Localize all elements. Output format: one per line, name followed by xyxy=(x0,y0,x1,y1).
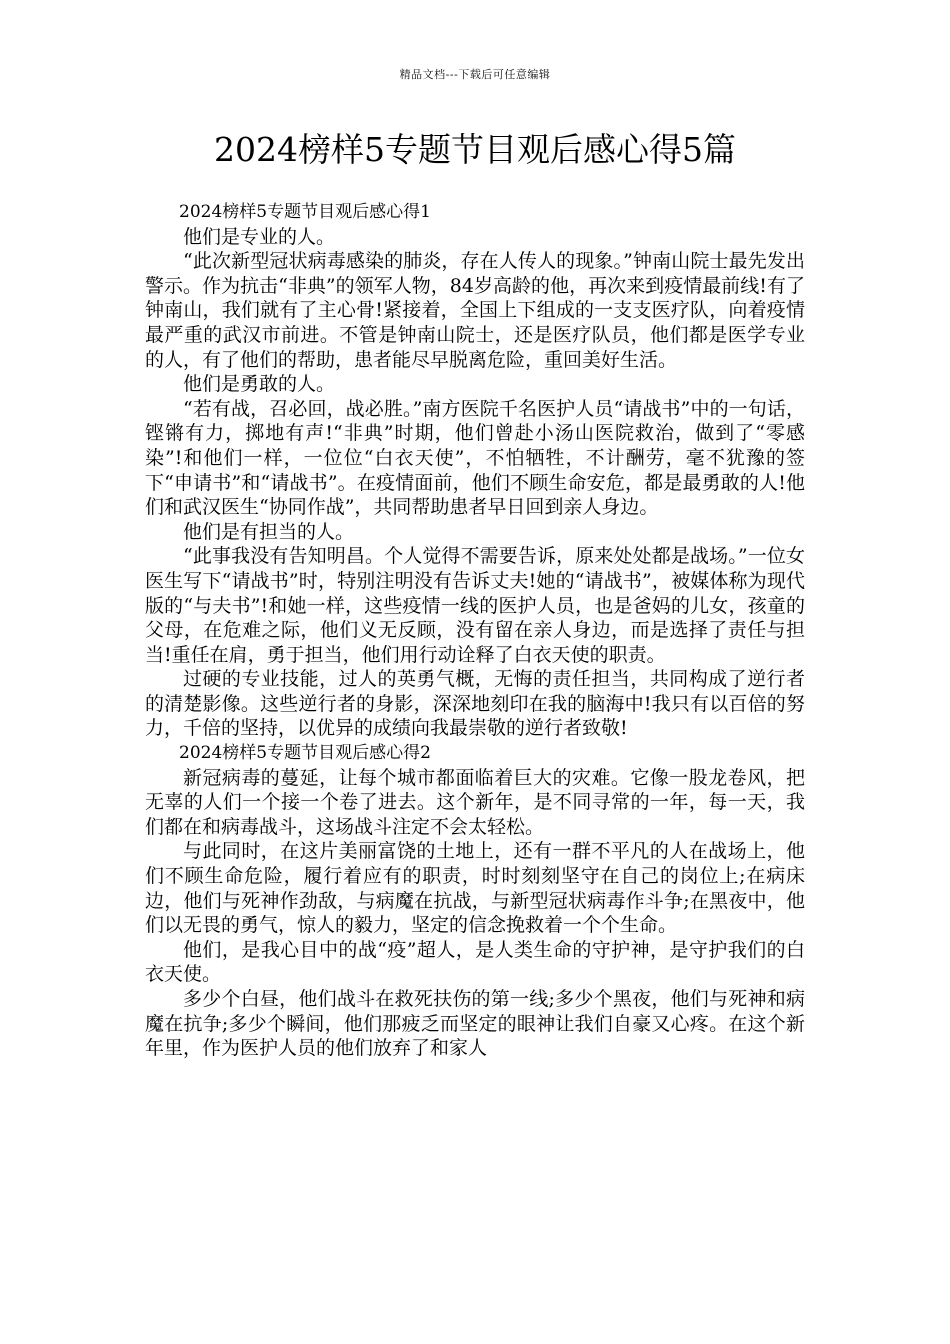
paragraph: “若有战，召必回，战必胜。”南方医院千名医护人员“请战书”中的一句话，铿锵有力，掷地有声!“非典”时期，他们曾赴小汤山医院救治，做到了“零感染”!和他们一样，一位位“白衣天使”，不怕牺牲，不计酬劳，毫不犹豫的签下“申请书”和“请战书”。在疫情面前，他们不顾生命安危，都是最勇敢的人!他们和武汉医生“协同作战”，共同帮助患者早日回到亲人身边。 xyxy=(145,397,805,519)
paragraph: “此事我没有告知明昌。个人觉得不需要告诉，原来处处都是战场。”一位女医生写下“请战书”时，特别注明没有告诉丈夫!她的“请战书”，被媒体称为现代版的“与夫书”!和她一样，这些疫情一线的医护人员，也是爸妈的儿女，孩童的父母，在危难之际，他们义无反顾，没有留在亲人身边，而是选择了责任与担当!重任在肩，勇于担当，他们用行动诠释了白衣天使的职责。 xyxy=(145,545,805,666)
paragraph: 他们是勇敢的人。 xyxy=(183,373,336,396)
section-heading: 2024榜样5专题节目观后感心得1 xyxy=(179,202,431,222)
document-body xyxy=(145,200,805,1061)
paragraph: 多少个白昼，他们战斗在救死扶伤的第一线;多少个黑夜，他们与死神和病魔在抗争;多少个瞬间，他们那疲乏而坚定的眼神让我们自豪又心疼。在这个新年里，作为医护人员的他们放弃了和家人 xyxy=(145,988,805,1060)
paragraph: “此次新型冠状病毒感染的肺炎，存在人传人的现象。”钟南山院士最先发出警示。作为抗击“非典”的领军人物，84岁高龄的他，再次来到疫情最前线!有了钟南山，我们就有了主心骨!紧接着，全国上下组成的一支支医疗队，向着疫情最严重的武汉市前进。不管是钟南山院士，还是医疗队员，他们都是医学专业的人，有了他们的帮助，患者能尽早脱离危险，重回美好生活。 xyxy=(145,250,805,371)
paragraph: 他们是有担当的人。 xyxy=(183,520,355,543)
paragraph: 过硬的专业技能，过人的英勇气概，无悔的责任担当，共同构成了逆行者的清楚影像。这些逆行者的身影，深深地刻印在我的脑海中!我只有以百倍的努力，千倍的坚持，以优异的成绩向我最崇敬的逆行者致敬! xyxy=(145,668,805,740)
document-title: 2024榜样5专题节目观后感心得5篇 xyxy=(214,130,736,169)
section-heading: 2024榜样5专题节目观后感心得2 xyxy=(179,743,431,764)
paragraph: 他们是专业的人。 xyxy=(183,225,336,248)
paragraph: 与此同时，在这片美丽富饶的土地上，还有一群不平凡的人在战场上，他们不顾生命危险，履行着应有的职责，时时刻刻坚守在自己的岗位上;在病床边，他们与死神作劲敌，与病魔在抗战，与新型冠状病毒作斗争;在黑夜中，他们以无畏的勇气，惊人的毅力，坚定的信念挽救着一个个生命。 xyxy=(145,840,805,937)
header-note: 精品文档---下载后可任意编辑 xyxy=(399,68,551,81)
paragraph: 新冠病毒的蔓延，让每个城市都面临着巨大的灾难。它像一股龙卷风，把无辜的人们一个接一个卷了进去。这个新年，是不同寻常的一年，每一天，我们都在和病毒战斗，这场战斗注定不会太轻松。 xyxy=(145,766,805,838)
paragraph: 他们，是我心目中的战“疫”超人，是人类生命的守护神，是守护我们的白衣天使。 xyxy=(145,938,805,986)
